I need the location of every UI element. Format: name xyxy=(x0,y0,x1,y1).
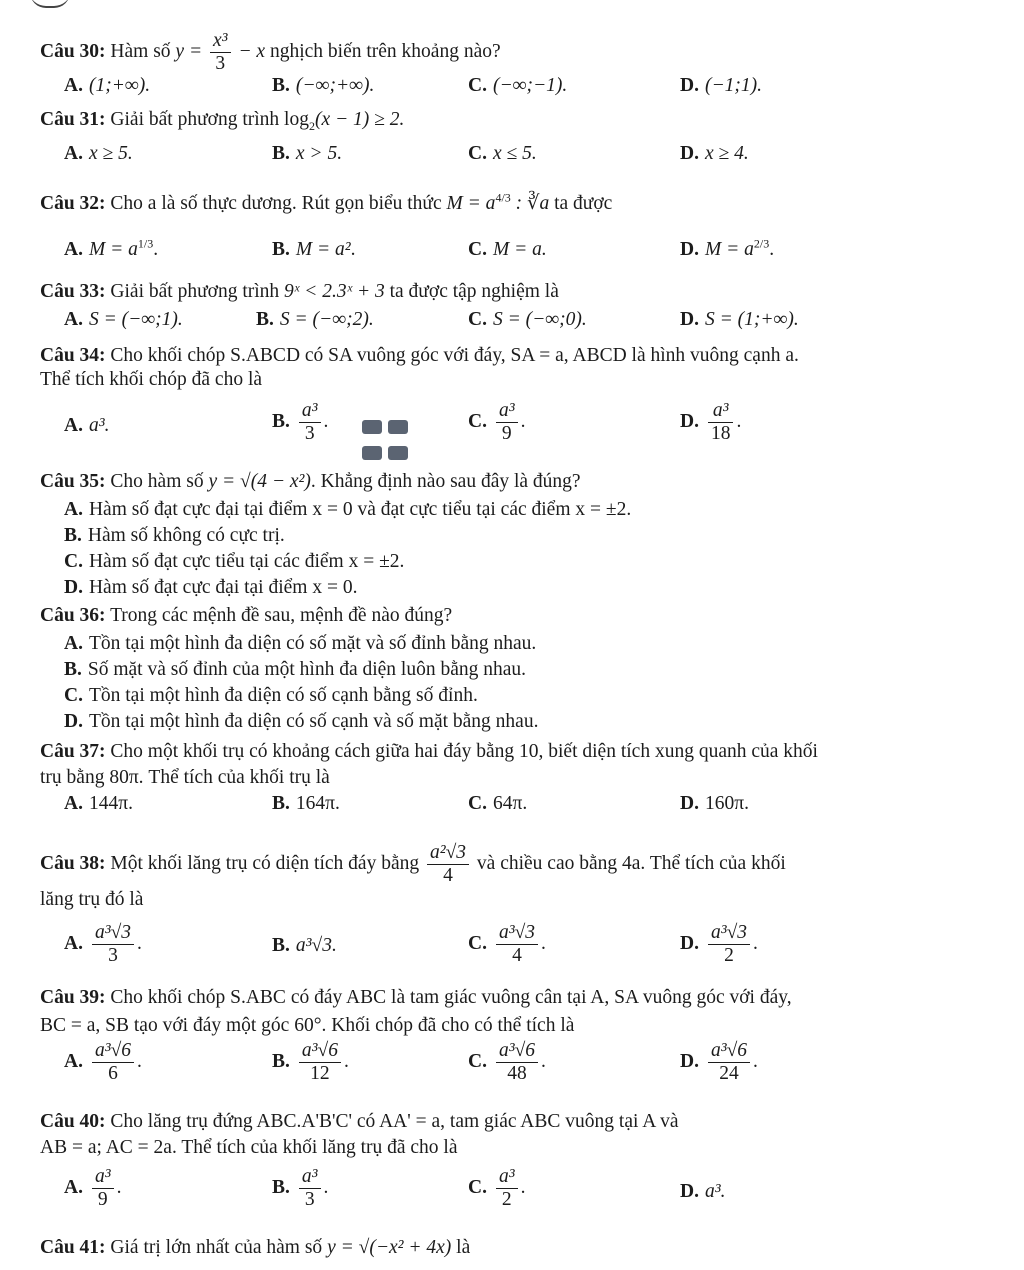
option-d xyxy=(64,576,357,600)
numerator: a³ xyxy=(92,1166,114,1189)
option-value: Hàm số đạt cực đại tại điểm x = 0. xyxy=(88,577,358,598)
option-value: S = (1;+∞). xyxy=(704,309,799,330)
option-value: Hàm số không có cực trị. xyxy=(87,525,285,546)
option-c xyxy=(64,684,478,708)
grid-cell xyxy=(362,446,382,460)
formula: : ∛a xyxy=(515,193,550,214)
fraction xyxy=(496,400,518,445)
question-41 xyxy=(40,1236,990,1260)
fraction xyxy=(496,922,538,967)
option-value: Tồn tại một hình đa diện có số cạnh và số mặt bằng nhau. xyxy=(88,711,539,732)
option-key: D. xyxy=(680,309,699,330)
numerator: a³√3 xyxy=(708,922,750,945)
option-a xyxy=(64,74,150,98)
option-key: A. xyxy=(64,239,83,260)
question-31 xyxy=(40,108,990,132)
option-value: 64π. xyxy=(492,793,528,814)
question-34 xyxy=(40,344,990,368)
option-key: D. xyxy=(680,932,699,954)
question-text: Một khối lăng trụ có diện tích đáy bằng xyxy=(110,852,420,874)
option-c xyxy=(468,238,547,262)
option-b xyxy=(272,792,340,816)
fraction xyxy=(427,842,469,887)
option-key: D. xyxy=(64,711,83,732)
numerator: x³ xyxy=(210,30,231,53)
option-key: C. xyxy=(468,1050,487,1072)
question-text: Cho khối chóp S.ABCD có SA vuông góc với đáy, SA = a, ABCD là hình vuông cạnh a. xyxy=(110,345,799,366)
option-a xyxy=(64,142,133,166)
numerator: a³ xyxy=(708,400,734,423)
option-a xyxy=(64,792,133,816)
option-value: a³. xyxy=(704,1181,726,1202)
option-key: D. xyxy=(680,143,699,164)
option-b xyxy=(272,74,374,98)
option-key: B. xyxy=(64,525,82,546)
question-37 xyxy=(40,740,990,764)
option-key: C. xyxy=(468,309,487,330)
grid-cell xyxy=(362,420,382,434)
denominator: 9 xyxy=(501,423,512,444)
option-key: B. xyxy=(272,143,290,164)
formula: − x xyxy=(238,40,266,62)
page-curl-mark xyxy=(30,0,70,8)
option-value: 160π. xyxy=(704,793,749,814)
option-a: A. $M = a^{1/3}$. xyxy=(64,236,159,260)
fraction xyxy=(92,922,134,967)
option-b xyxy=(256,308,374,332)
question-label: Câu 41: xyxy=(40,1237,106,1258)
denominator: 12 xyxy=(310,1063,330,1084)
fraction xyxy=(92,1166,114,1211)
option-value: Tồn tại một hình đa diện có số mặt và số đỉnh bằng nhau. xyxy=(88,633,537,654)
grid-apps-icon[interactable] xyxy=(362,420,410,464)
question-40 xyxy=(40,1110,990,1134)
option-key: C. xyxy=(468,793,487,814)
question-label: Câu 35: xyxy=(40,471,106,492)
question-text: Cho lăng trụ đứng ABC.A'B'C' có AA' = a, tam giác ABC vuông tại A và xyxy=(110,1111,679,1132)
option-key: A. xyxy=(64,1050,83,1072)
denominator: 2 xyxy=(724,945,734,966)
option-key: B. xyxy=(272,75,290,96)
question-label: Câu 38: xyxy=(40,852,106,874)
denominator: 4 xyxy=(443,865,453,886)
option-key: C. xyxy=(468,143,487,164)
option-key: C. xyxy=(468,932,487,954)
formula: y = xyxy=(175,40,203,62)
option-c xyxy=(64,550,404,574)
numerator: a³ xyxy=(496,400,518,423)
option-key: C. xyxy=(468,1176,487,1198)
formula: 9ˣ < 2.3ˣ + 3 xyxy=(284,281,385,302)
option-c: C. $\frac{\text{a³}}{9}$ . xyxy=(468,400,526,444)
question-40-line2 xyxy=(40,1136,990,1160)
question-33 xyxy=(40,280,990,304)
option-key: B. xyxy=(64,659,82,680)
option-a: A. $\frac{\text{a³√6}}{6}$ . xyxy=(64,1040,142,1084)
fraction xyxy=(92,1040,134,1085)
denominator: 3 xyxy=(304,1189,315,1210)
option-key: A. xyxy=(64,793,83,814)
question-39-line2 xyxy=(40,1014,990,1038)
question-text: BC = a, SB tạo với đáy một góc 60°. Khối chóp đã cho có thể tích là xyxy=(40,1015,575,1036)
question-34-line2 xyxy=(40,368,990,392)
question-label: Câu 36: xyxy=(40,605,106,626)
fraction xyxy=(496,1040,538,1085)
option-key: A. xyxy=(64,143,83,164)
question-text: nghịch biến trên khoảng nào? xyxy=(269,40,501,62)
fraction xyxy=(210,30,231,75)
option-key: C. xyxy=(468,239,487,260)
option-key: D. xyxy=(64,577,83,598)
question-text: Thể tích khối chóp đã cho là xyxy=(40,369,263,390)
question-text: Giá trị lớn nhất của hàm số xyxy=(110,1237,323,1258)
fraction xyxy=(299,1166,321,1211)
option-key: D. xyxy=(680,75,699,96)
option-value: Hàm số đạt cực tiểu tại các điểm x = ±2. xyxy=(88,551,405,572)
option-value: Tồn tại một hình đa diện có số cạnh bằng số đỉnh. xyxy=(88,685,478,706)
question-label: Câu 37: xyxy=(40,741,106,762)
option-key: B. xyxy=(272,1050,290,1072)
denominator: 18 xyxy=(710,423,731,444)
numerator: a³√6 xyxy=(92,1040,134,1063)
option-value: 164π. xyxy=(295,793,340,814)
question-label: Câu 33: xyxy=(40,281,106,302)
fraction xyxy=(299,1040,341,1085)
option-value: (−1;1). xyxy=(704,75,762,96)
numerator: a³√3 xyxy=(92,922,134,945)
option-d xyxy=(680,142,749,166)
option-a: A. $\frac{\text{a³}}{9}$ . xyxy=(64,1166,122,1210)
option-d xyxy=(680,74,762,98)
option-c: C. $\frac{\text{a³√6}}{48}$ . xyxy=(468,1040,546,1084)
option-key: B. xyxy=(272,239,290,260)
option-value: M = a² xyxy=(295,239,351,260)
formula: M = a xyxy=(446,193,496,214)
question-text: Cho a là số thực dương. Rút gọn biểu thức xyxy=(110,193,442,214)
question-label: Câu 40: xyxy=(40,1111,106,1132)
question-label: Câu 34: xyxy=(40,345,106,366)
question-text: Giải bất phương trình xyxy=(110,109,280,130)
numerator: a³ xyxy=(496,1166,518,1189)
question-text: lăng trụ đó là xyxy=(40,889,144,910)
option-key: D. xyxy=(680,793,699,814)
option-key: A. xyxy=(64,1176,83,1198)
question-text: trụ bằng 80π. Thể tích của khối trụ là xyxy=(40,767,330,788)
option-key: A. xyxy=(64,633,83,654)
question-30 xyxy=(40,30,990,75)
option-d xyxy=(680,1180,725,1204)
question-text: . Khẳng định nào sau đây là đúng? xyxy=(310,471,581,492)
option-key: D. xyxy=(680,1050,699,1072)
denominator: 6 xyxy=(108,1063,118,1084)
option-b xyxy=(64,524,285,548)
option-c xyxy=(468,142,537,166)
option-key: B. xyxy=(256,309,274,330)
option-value: S = (−∞;0). xyxy=(492,309,587,330)
question-36 xyxy=(40,604,990,628)
option-key: C. xyxy=(64,551,83,572)
option-key: C. xyxy=(468,410,487,432)
denominator: 3 xyxy=(304,423,315,444)
option-key: B. xyxy=(272,410,290,432)
option-value: (1;+∞). xyxy=(88,75,151,96)
option-value: M = a xyxy=(88,239,138,260)
question-39 xyxy=(40,986,990,1010)
option-key: A. xyxy=(64,309,83,330)
question-37-line2 xyxy=(40,766,990,790)
option-a: A. $\frac{\text{a³√3}}{3}$ . xyxy=(64,922,142,966)
option-value: Số mặt và số đỉnh của một hình đa diện luôn bằng nhau. xyxy=(87,659,527,680)
option-d: D. $\frac{\text{a³√6}}{24}$ . xyxy=(680,1040,758,1084)
fraction xyxy=(299,400,321,445)
question-text: Cho hàm số xyxy=(110,471,204,492)
fraction xyxy=(708,1040,750,1085)
option-key: B. xyxy=(272,1176,290,1198)
option-value: S = (−∞;2). xyxy=(279,309,374,330)
option-value: M = a xyxy=(704,239,754,260)
option-key: D. xyxy=(680,1181,699,1202)
question-32 xyxy=(40,192,990,216)
option-d xyxy=(680,792,749,816)
option-value: x ≤ 5. xyxy=(492,143,537,164)
question-35 xyxy=(40,470,990,494)
question-label: Câu 31: xyxy=(40,109,106,130)
exponent: 2/3 xyxy=(753,236,770,251)
formula: y = √(4 − x²) xyxy=(208,471,311,492)
option-d: D. $M = a^{2/3}$. xyxy=(680,236,775,260)
question-text: và chiều cao bằng 4a. Thể tích của khối xyxy=(476,852,786,874)
option-key: C. xyxy=(468,75,487,96)
option-d: D. $\frac{\text{a³√3}}{2}$ . xyxy=(680,922,758,966)
option-b: B. M = a². xyxy=(272,239,356,260)
question-text: Trong các mệnh đề sau, mệnh đề nào đúng? xyxy=(110,605,453,626)
question-label: Câu 30: xyxy=(40,40,106,62)
question-text: Cho một khối trụ có khoảng cách giữa hai đáy bằng 10, biết diện tích xung quanh của khối xyxy=(110,741,818,762)
option-b xyxy=(64,658,526,682)
log-base: 2 xyxy=(308,118,315,133)
option-key: D. xyxy=(680,239,699,260)
denominator: 24 xyxy=(719,1063,739,1084)
question-text: ta được xyxy=(554,193,613,214)
question-text: là xyxy=(456,1237,471,1258)
option-c: C. $\frac{\text{a³}}{2}$ . xyxy=(468,1166,526,1210)
denominator: 3 xyxy=(215,53,226,74)
question-text: Giải bất phương trình xyxy=(110,281,280,302)
option-value: x > 5. xyxy=(295,143,343,164)
option-a xyxy=(64,498,631,522)
question-38-line2 xyxy=(40,888,990,912)
formula: (x − 1) ≥ 2. xyxy=(314,109,405,130)
fraction xyxy=(708,400,734,445)
option-c xyxy=(468,74,567,98)
grid-cell xyxy=(388,420,408,434)
option-key: B. xyxy=(272,793,290,814)
option-d xyxy=(680,308,799,332)
denominator: 9 xyxy=(97,1189,108,1210)
denominator: 4 xyxy=(512,945,522,966)
numerator: a³ xyxy=(299,1166,321,1189)
option-c xyxy=(468,308,587,332)
question-text: AB = a; AC = 2a. Thể tích của khối lăng trụ đã cho là xyxy=(40,1137,458,1158)
numerator: a³ xyxy=(299,400,321,423)
option-b: B. $\frac{\text{a³}}{3}$ . xyxy=(272,1166,329,1210)
option-b: B. $\frac{\text{a³√6}}{12}$ . xyxy=(272,1040,349,1084)
option-value: Hàm số đạt cực đại tại điểm x = 0 và đạt cực tiểu tại các điểm x = ±2. xyxy=(88,499,632,520)
option-a xyxy=(64,632,536,656)
option-a xyxy=(64,308,183,332)
numerator: a³√6 xyxy=(708,1040,750,1063)
option-value: S = (−∞;1). xyxy=(88,309,183,330)
fraction xyxy=(708,922,750,967)
option-key: A. xyxy=(64,499,83,520)
option-value: x ≥ 4. xyxy=(704,143,749,164)
option-b xyxy=(272,142,342,166)
option-d xyxy=(64,710,538,734)
exponent: 1/3 xyxy=(137,236,154,251)
question-text: Cho khối chóp S.ABC có đáy ABC là tam giác vuông cân tại A, SA vuông góc với đáy, xyxy=(110,987,792,1008)
question-text: ta được tập nghiệm là xyxy=(389,281,559,302)
option-a xyxy=(64,414,109,438)
fraction xyxy=(496,1166,518,1211)
question-label: Câu 39: xyxy=(40,987,106,1008)
option-key: A. xyxy=(64,932,83,954)
numerator: a³√6 xyxy=(496,1040,538,1063)
formula: log xyxy=(284,109,309,130)
option-key: C. xyxy=(64,685,83,706)
denominator: 2 xyxy=(501,1189,512,1210)
option-d: D. $\frac{\text{a³}}{18}$ . xyxy=(680,400,742,444)
grid-cell xyxy=(388,446,408,460)
numerator: a²√3 xyxy=(427,842,469,865)
numerator: a³√6 xyxy=(299,1040,341,1063)
question-text: Hàm số xyxy=(110,40,171,62)
option-value: 144π. xyxy=(88,793,133,814)
question-38 xyxy=(40,842,990,887)
numerator: a³√3 xyxy=(496,922,538,945)
option-b: B. $\frac{\text{a³}}{3}$ . xyxy=(272,400,329,444)
option-value: (−∞;−1). xyxy=(492,75,568,96)
denominator: 3 xyxy=(108,945,118,966)
question-label: Câu 32: xyxy=(40,193,106,214)
option-value: (−∞;+∞). xyxy=(295,75,375,96)
option-c: C. $\frac{\text{a³√3}}{4}$ . xyxy=(468,922,546,966)
option-key: A. xyxy=(64,415,83,436)
exponent: 4/3 xyxy=(495,190,511,205)
option-value: a³. xyxy=(88,415,110,436)
option-b xyxy=(272,934,337,958)
option-value: x ≥ 5. xyxy=(88,143,133,164)
denominator: 48 xyxy=(507,1063,527,1084)
option-value: M = a. xyxy=(492,239,547,260)
option-key: D. xyxy=(680,410,699,432)
option-value: a³√3. xyxy=(295,935,337,956)
option-key: A. xyxy=(64,75,83,96)
option-c xyxy=(468,792,527,816)
formula: y = √(−x² + 4x) xyxy=(327,1237,452,1258)
option-key: B. xyxy=(272,935,290,956)
